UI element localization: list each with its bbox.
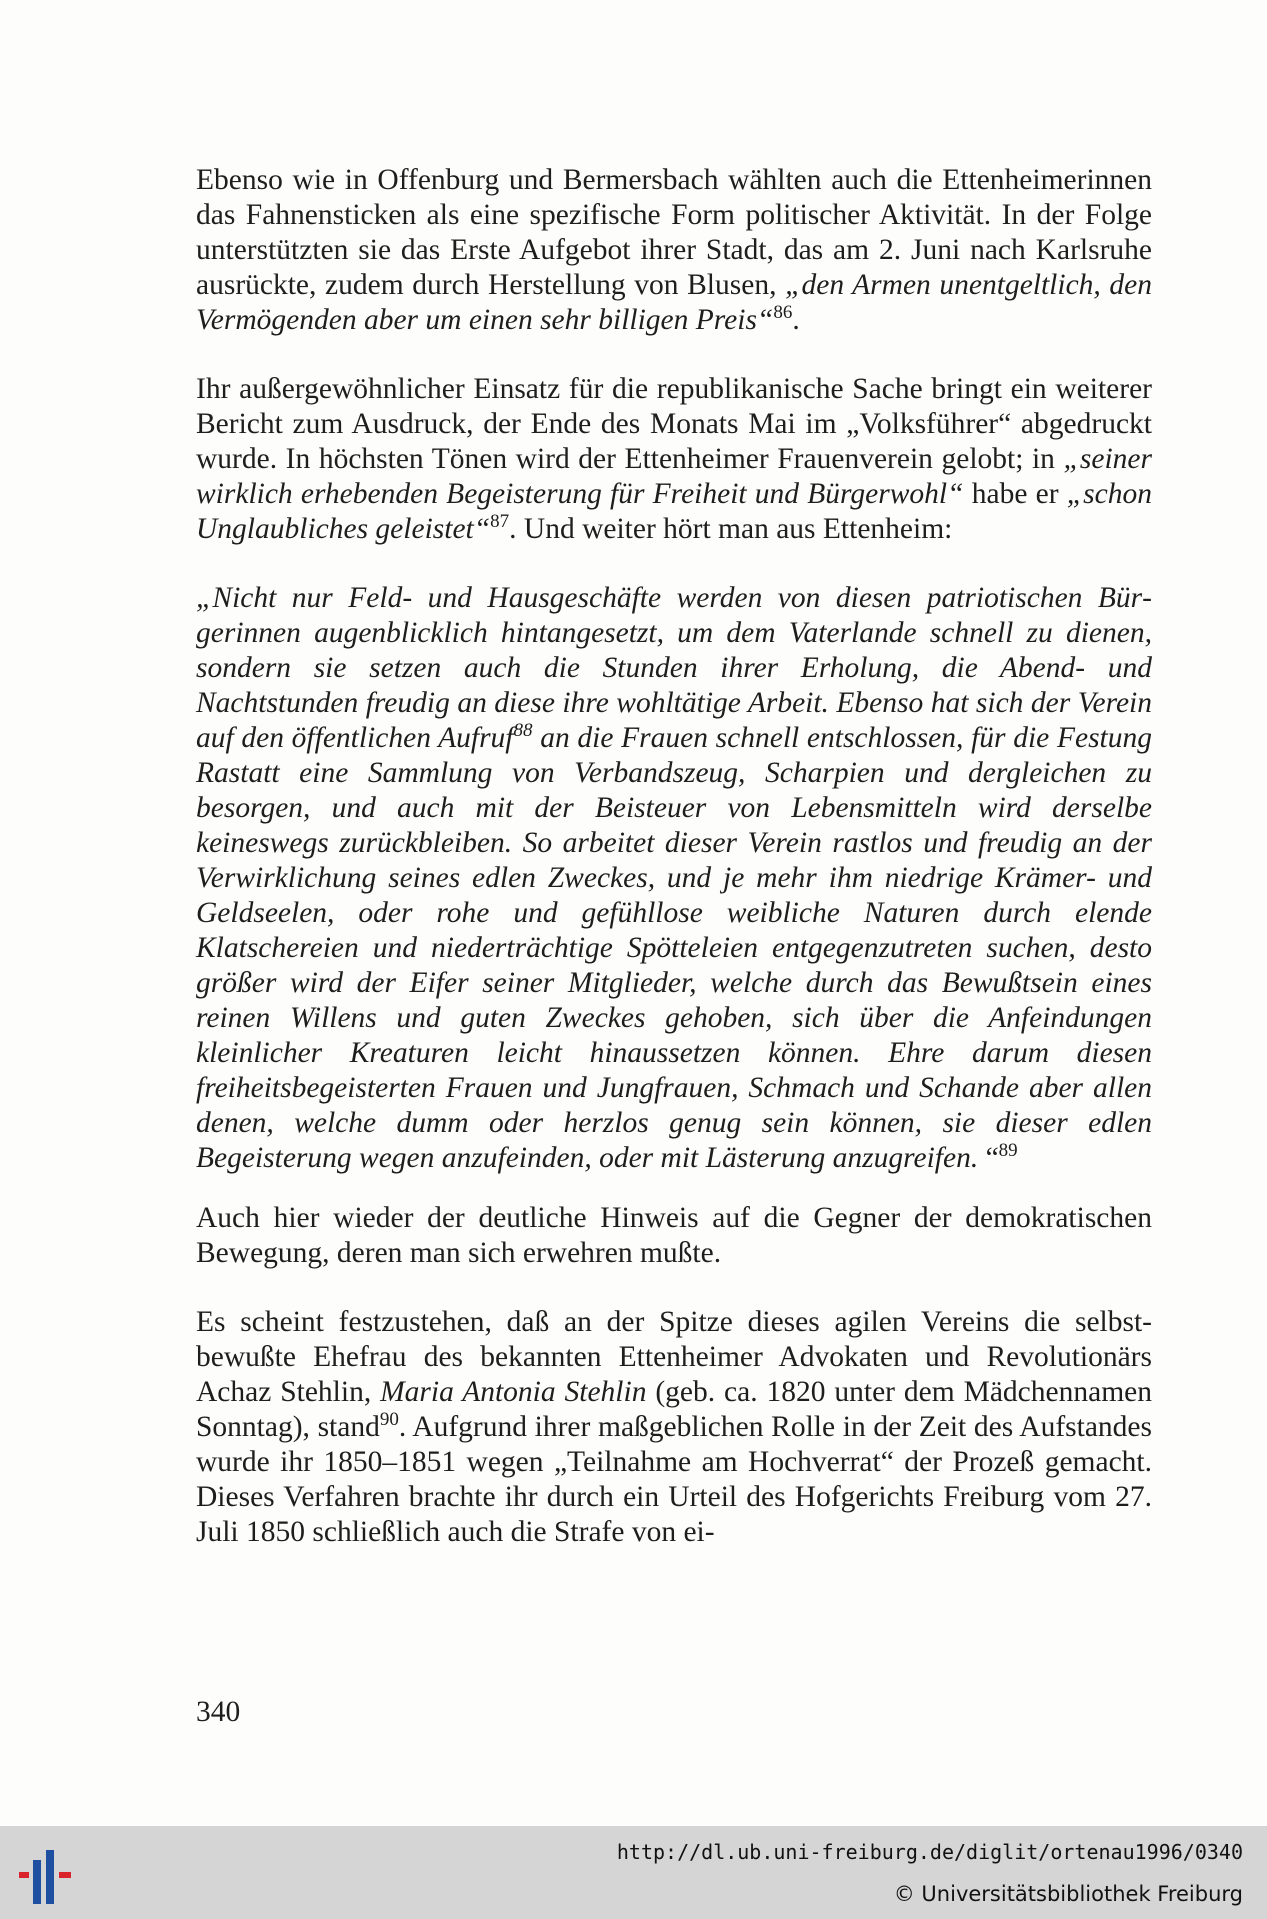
- paragraph-4: [196, 1305, 1152, 1550]
- paragraph-1-end: .: [792, 304, 800, 336]
- logo-mark-right: [59, 1872, 71, 1878]
- footer-bar: [0, 1826, 1267, 1919]
- ub-freiburg-logo-icon: [16, 1846, 78, 1908]
- footnote-ref-87[interactable]: 87: [490, 511, 510, 532]
- footnote-ref-86[interactable]: 86: [773, 302, 793, 323]
- footer-url-link[interactable]: http://dl.ub.uni-freiburg.de/diglit/ortenau1996/0340: [616, 1840, 1243, 1864]
- footnote-ref-88[interactable]: 88: [513, 720, 533, 741]
- block-quote-close: “: [978, 1142, 999, 1174]
- paragraph-4-c: . Aufgrund ihrer maßgeblichen Rolle in der Zeit des Aufstandes wurde ihr 1850–1851 wegen „Teilnahme am Hochverrat“ der Prozeß gemacht. Dieses Verfahren brachte ihr durch ein Urteil des Hofgerichts Freiburg vom 27. Juli 1850 schließlich auch die Strafe von ei-: [196, 1411, 1152, 1548]
- quote-inline-2: „seiner wirklich erhebenden Begeisterung für Freiheit und Bürgerwohl“: [196, 443, 1152, 510]
- paragraph-3: Auch hier wieder der deutliche Hinweis auf die Gegner der demokratischen Bewegung, deren man sich erwehren mußte.: [196, 1202, 1152, 1269]
- paragraph-2: [196, 372, 1152, 547]
- block-quote-b: an die Frauen schnell entschlossen, für die Festung Rastatt eine Sammlung von Verbandszeug, Scharpien und dergleichen zu besorgen, und auch mit der Beisteuer von Lebensmitteln wird derselbe keineswegs zurückbleiben. So arbeitet dieser Verein rastlos und freudig an der Verwirklichung seines edlen Zweckes, und je mehr ihm niedrige Krämer- und Geldseelen, oder rohe und gefühllose weibliche Naturen durch elende Klatschereien und niederträchtige Spötteleien entgegenzutreten suchen, desto größer wird der Eifer seiner Mitglieder, welche durch das Bewußtsein eines reinen Willens und guten Zweckes gehoben, sich über die Anfeindungen kleinlicher Kreaturen leicht hinaussetzen können. Ehre darum diesen freiheitsbegeisterten Frauen und Jungfrauen, Schmach und Schande aber allen denen, welche dumm oder herzlos genug sein können, sie dieser edlen Begeisterung wegen anzufeinden, oder mit Lästerung anzugreifen.: [196, 722, 1152, 1174]
- paragraph-1-text: Ebenso wie in Offenburg und Bermersbach wählten auch die Ettenheimerinnen das Fahnensticken als eine spezifische Form politischer Aktivität. In der Folge unterstützten sie das Erste Aufgebot ihrer Stadt, das am 2. Juni nach Karlsruhe ausrückte, zudem durch Herstellung von Blusen,: [196, 164, 1152, 301]
- page-number: 340: [196, 1696, 241, 1728]
- block-quote-a: „Nicht nur Feld- und Hausgeschäfte werden von diesen patriotischen Bürgerinnen augenblicklich hintangesetzt, um dem Vaterlande schnell zu dienen, sondern sie setzen auch die Stunden ihrer Erholung, die Abend- und Nachtstunden freudig an diese ihre wohltätige Arbeit. Ebenso hat sich der Verein auf den öffentlichen Aufruf: [196, 582, 1152, 754]
- quote-inline-3: „schon Unglaubliches geleistet“: [196, 478, 1152, 545]
- footnote-ref-90[interactable]: 90: [379, 1409, 399, 1430]
- paragraph-2-b: habe er: [963, 478, 1067, 510]
- paragraph-4-b: (geb. ca. 1820 unter dem Mädchennamen Sonntag), stand: [196, 1376, 1152, 1443]
- page-body: [196, 163, 1152, 1550]
- logo-mark-bar-1: [33, 1860, 41, 1904]
- person-name: Maria Antonia Stehlin: [380, 1376, 647, 1408]
- logo-mark-bar-2: [46, 1850, 54, 1904]
- quote-inline-1: „den Armen unentgeltlich, den Vermögenden aber um einen sehr billigen Preis“: [196, 269, 1152, 336]
- block-quote: [196, 581, 1152, 1176]
- paragraph-4-a: Es scheint festzustehen, daß an der Spitze dieses agilen Vereins die selbstbewußte Ehefrau des bekannten Ettenheimer Advokaten und Revolutionärs Achaz Stehlin,: [196, 1306, 1152, 1408]
- paragraph-1: [196, 163, 1152, 338]
- footnote-ref-89[interactable]: 89: [998, 1140, 1018, 1161]
- logo-mark-left: [19, 1872, 29, 1878]
- paragraph-2-a: Ihr außergewöhnlicher Einsatz für die republikanische Sache bringt ein weiterer Bericht zum Ausdruck, der Ende des Monats Mai im „Volksführer“ abgedruckt wurde. In höchsten Tönen wird der Ettenheimer Frauenverein gelobt; in: [196, 373, 1152, 475]
- paragraph-2-c: . Und weiter hört man aus Ettenheim:: [509, 513, 953, 545]
- footer-copyright: © Universitätsbibliothek Freiburg: [893, 1882, 1243, 1906]
